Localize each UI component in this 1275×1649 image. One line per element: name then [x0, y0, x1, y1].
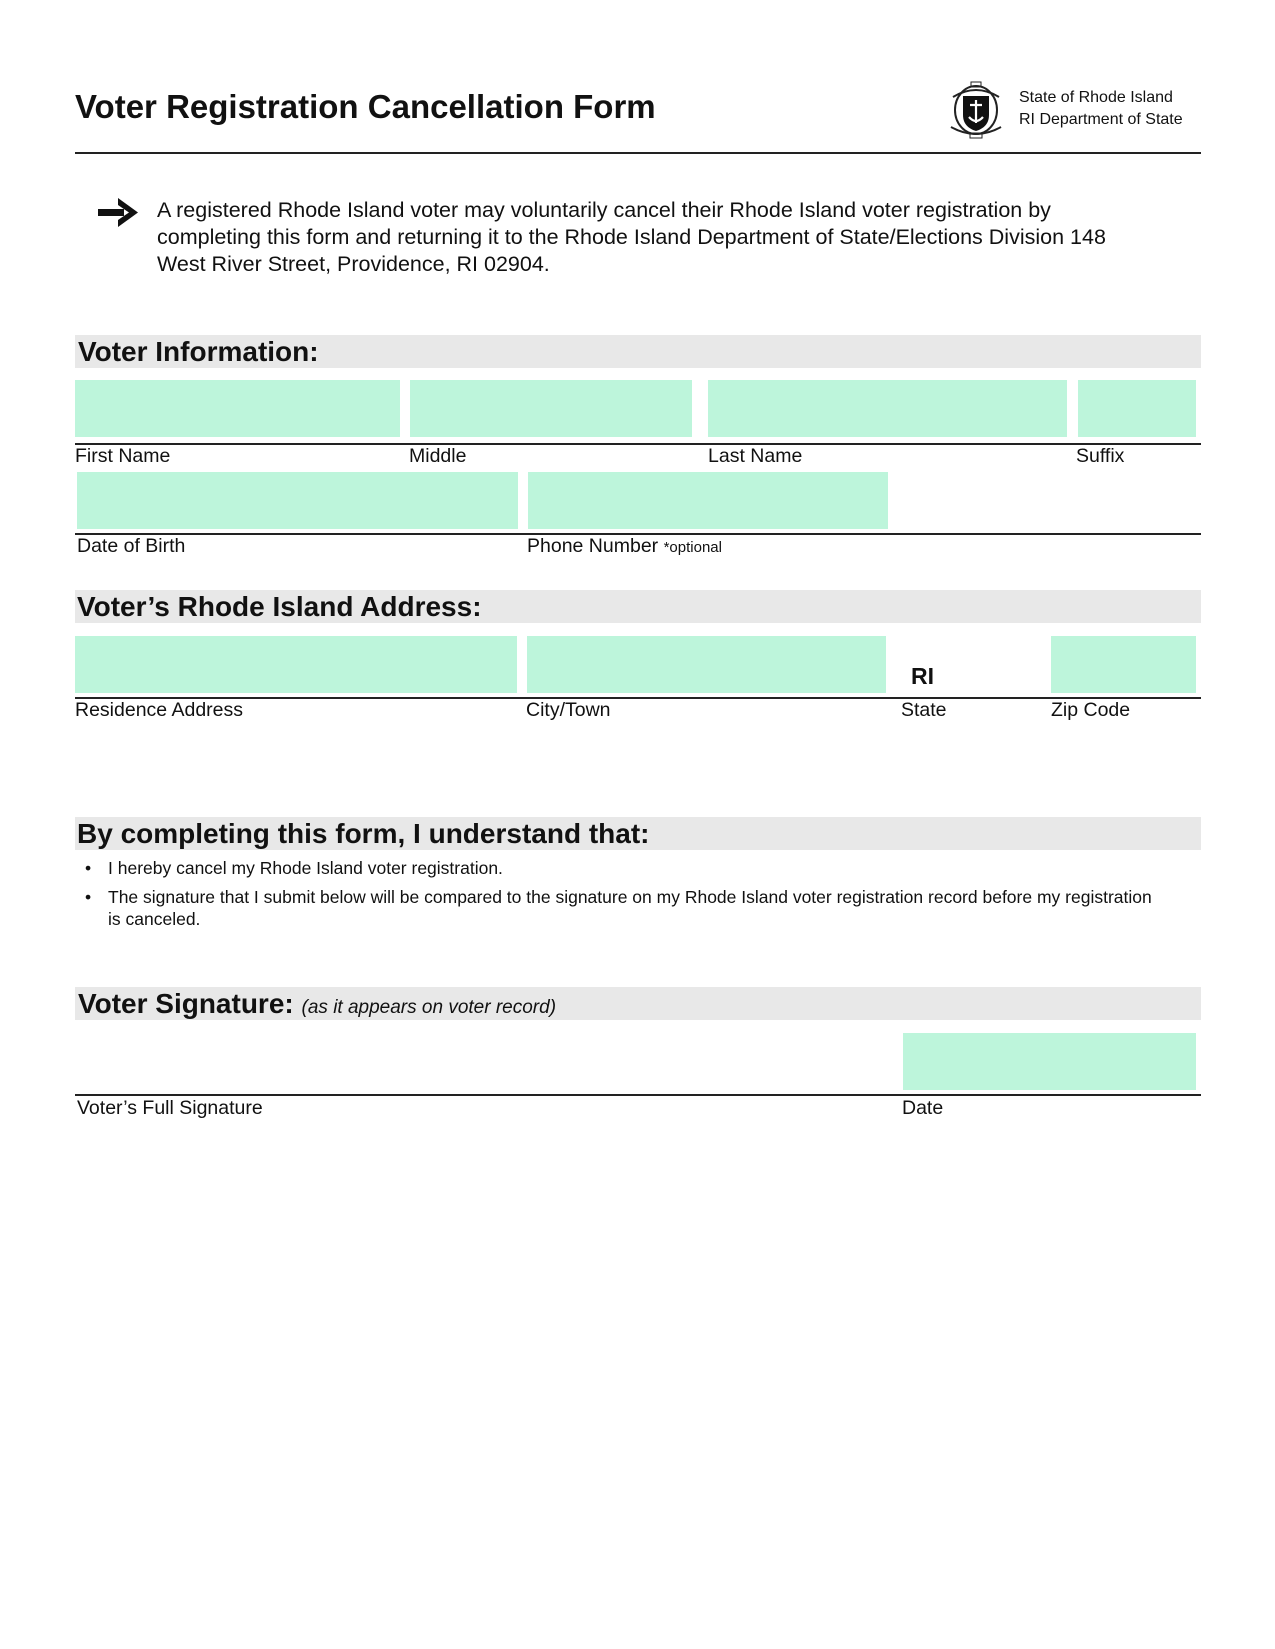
suffix-label: Suffix — [1076, 445, 1125, 467]
signature-date-field[interactable] — [903, 1033, 1196, 1090]
header-divider — [75, 152, 1201, 154]
arrow-right-icon — [98, 196, 140, 230]
state-label: State — [901, 699, 947, 721]
list-item-text: The signature that I submit below will be compared to the signature on my Rhode Island voter registration record before my registration is canceled. — [108, 887, 1152, 929]
bullet-icon: • — [85, 887, 92, 907]
section-heading: Voter’s Rhode Island Address: — [77, 591, 482, 622]
list-item — [85, 857, 1165, 879]
list-item — [85, 886, 1165, 930]
signature-underline — [75, 1094, 1201, 1096]
section-voter-address — [75, 590, 1201, 623]
name-underline — [75, 443, 1201, 445]
first-name-label: First Name — [75, 445, 171, 467]
section-understanding — [75, 817, 1201, 850]
date-of-birth-label: Date of Birth — [77, 535, 186, 557]
last-name-label: Last Name — [708, 445, 803, 467]
signature-date-label: Date — [902, 1097, 944, 1119]
phone-number-field[interactable] — [528, 472, 888, 529]
zip-code-label: Zip Code — [1051, 699, 1131, 721]
understanding-list — [85, 857, 1165, 937]
form-title: Voter Registration Cancellation Form — [75, 88, 656, 125]
suffix-field[interactable] — [1078, 380, 1196, 437]
residence-address-label: Residence Address — [75, 699, 244, 721]
address-underline — [75, 697, 1201, 699]
middle-name-field[interactable] — [410, 380, 692, 437]
section-heading: Voter Signature: — [78, 988, 294, 1019]
list-item-text: I hereby cancel my Rhode Island voter registration. — [108, 858, 503, 878]
city-town-field[interactable] — [527, 636, 886, 693]
date-of-birth-field[interactable] — [77, 472, 518, 529]
optional-note: *optional — [663, 539, 722, 556]
signature-area[interactable] — [75, 1033, 895, 1090]
section-voter-signature — [75, 987, 1201, 1020]
agency-line-state: State of Rhode Island — [1019, 89, 1173, 106]
signature-label: Voter’s Full Signature — [77, 1097, 263, 1119]
ri-state-seal-icon — [943, 79, 1009, 142]
first-name-field[interactable] — [75, 380, 400, 437]
state-value: RI — [911, 663, 934, 689]
section-heading-note: (as it appears on voter record) — [301, 997, 557, 1018]
phone-number-label — [527, 535, 722, 558]
agency-line-department: RI Department of State — [1019, 111, 1183, 128]
last-name-field[interactable] — [708, 380, 1067, 437]
agency-name — [1019, 87, 1183, 131]
zip-code-field[interactable] — [1051, 636, 1196, 693]
section-voter-information — [75, 335, 1201, 368]
city-town-label: City/Town — [526, 699, 611, 721]
section-heading: Voter Information: — [78, 336, 319, 367]
intro-text: A registered Rhode Island voter may voluntarily cancel their Rhode Island voter registration by completing this form and returning it to the Rhode Island Department of State/Elections Division 148 West River Street, Providence, RI 02904. — [157, 198, 1106, 276]
middle-name-label: Middle — [409, 445, 467, 467]
phone-number-label-text: Phone Number — [527, 535, 659, 557]
residence-address-field[interactable] — [75, 636, 517, 693]
section-heading: By completing this form, I understand that: — [77, 818, 650, 849]
bullet-icon: • — [85, 858, 92, 878]
